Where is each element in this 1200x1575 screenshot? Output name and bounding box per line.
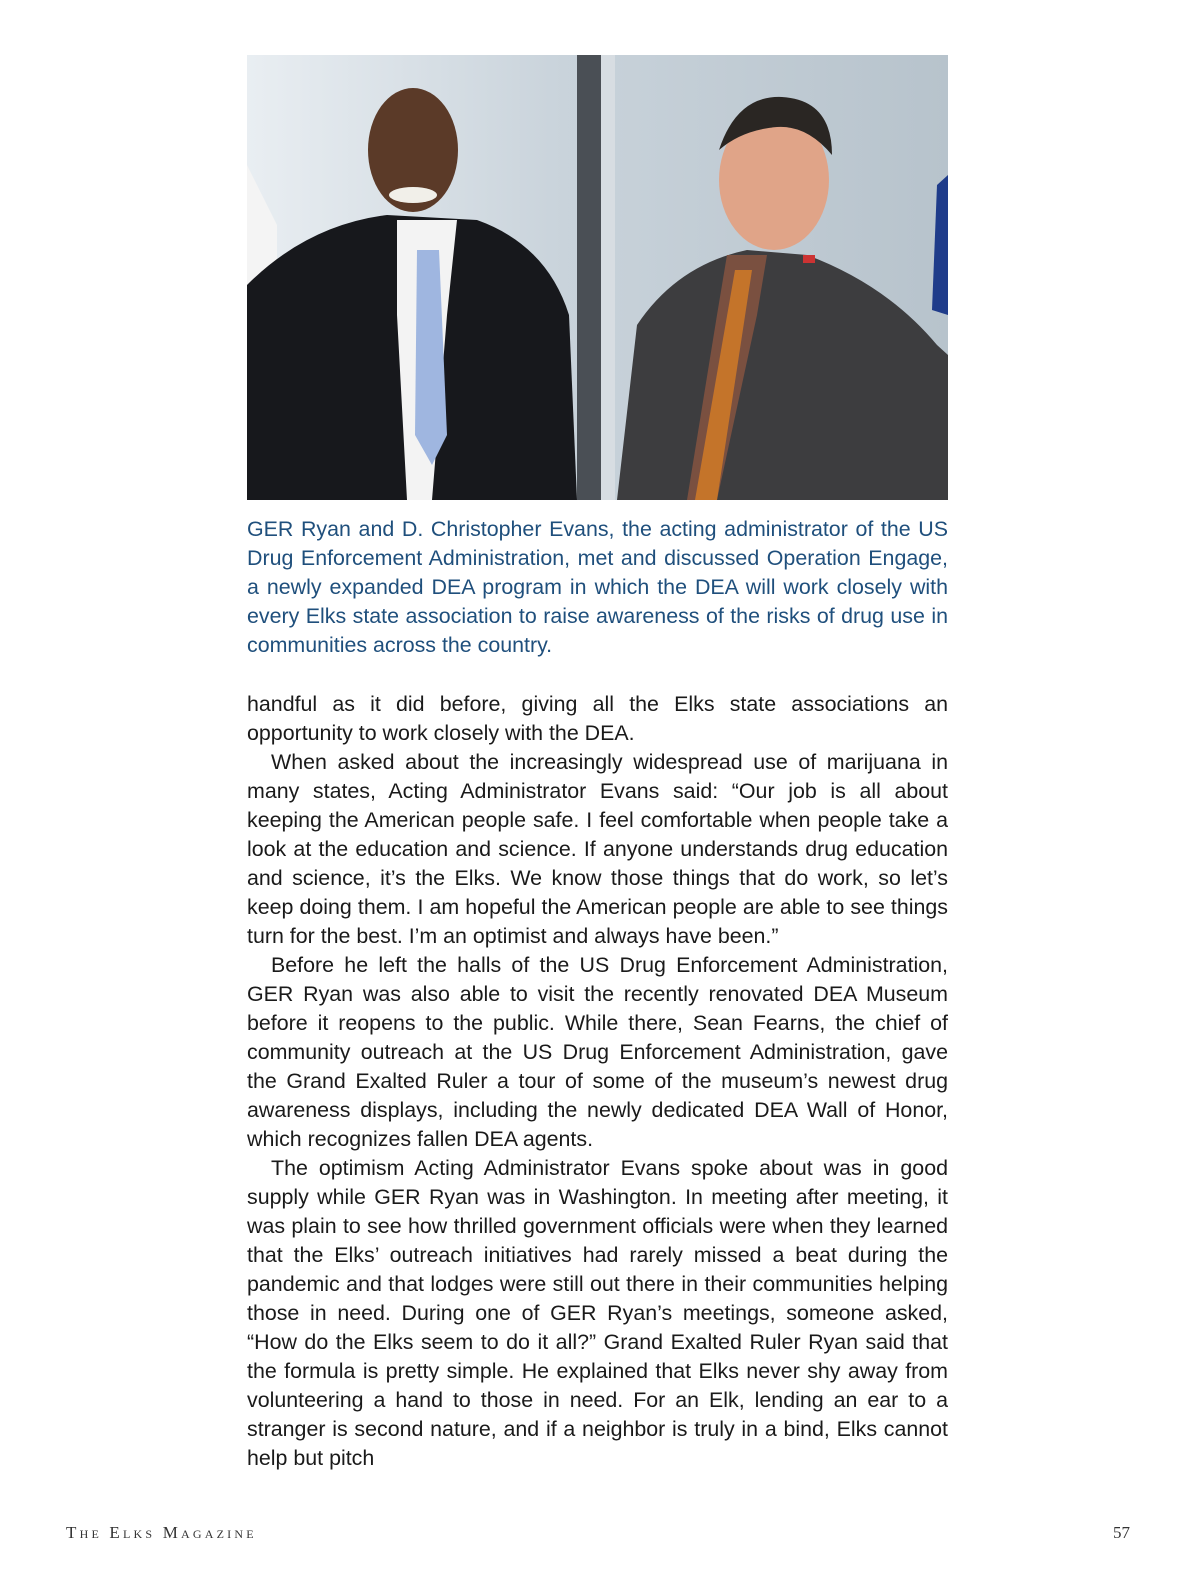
- page-number: 57: [1113, 1523, 1130, 1542]
- window-pillar: [577, 55, 601, 500]
- article-paragraph: The optimism Acting Administrator Evans spoke about was in good supply while GER Ryan was in Washington. In meeting after meeting, it was plain to see how thrilled government officials were when they learned that the Elks’ outreach initiatives had rarely missed a beat during the pandemic and that lodges were still out there in their communities helping those in need. During one of GER Ryan’s meetings, someone asked, “How do the Elks seem to do it all?” Grand Exalted Ruler Ryan said that the formula is pretty simple. He explained that Elks never shy away from volunteering a hand to those in need. For an Elk, lending an ear to a stranger is second nature, and if a neighbor is truly in a bind, Elks cannot help but pitch: [247, 1156, 948, 1470]
- article-photo: [247, 55, 948, 500]
- flag-pin-icon: [803, 255, 815, 263]
- article-paragraph: Before he left the halls of the US Drug Enforcement Administration, GER Ryan was also able to visit the recently renovated DEA Museum before it reopens to the public. While there, Sean Fearns, the chief of community outreach at the US Drug Enforcement Administration, gave the Grand Exalted Ruler a tour of some of the museum’s newest drug awareness displays, including the newly dedicated DEA Wall of Honor, which recognizes fallen DEA agents.: [247, 953, 948, 1151]
- publication-name: The Elks Magazine: [66, 1523, 257, 1542]
- photo-caption: GER Ryan and D. Christopher Evans, the acting administrator of the US Drug Enforcement Administration, met and discussed Operation Engage, a newly expanded DEA program in which the DEA will work closely with every Elks state association to raise awareness of the risks of drug use in communities across the country.: [247, 517, 948, 657]
- article-body: [247, 690, 948, 1473]
- article-paragraph: When asked about the increasingly widespread use of marijuana in many states, Acting Administrator Evans said: “Our job is all about keeping the American people safe. I feel comfortable when people take a look at the education and science. If anyone understands drug education and science, it’s the Elks. We know those things that do work, so let’s keep doing them. I am hopeful the American people are able to see things turn for the best. I’m an optimist and always have been.”: [247, 750, 948, 948]
- photo-illustration: [247, 55, 948, 500]
- article-paragraph: handful as it did before, giving all the Elks state associations an opportunity to work closely with the DEA.: [247, 692, 948, 745]
